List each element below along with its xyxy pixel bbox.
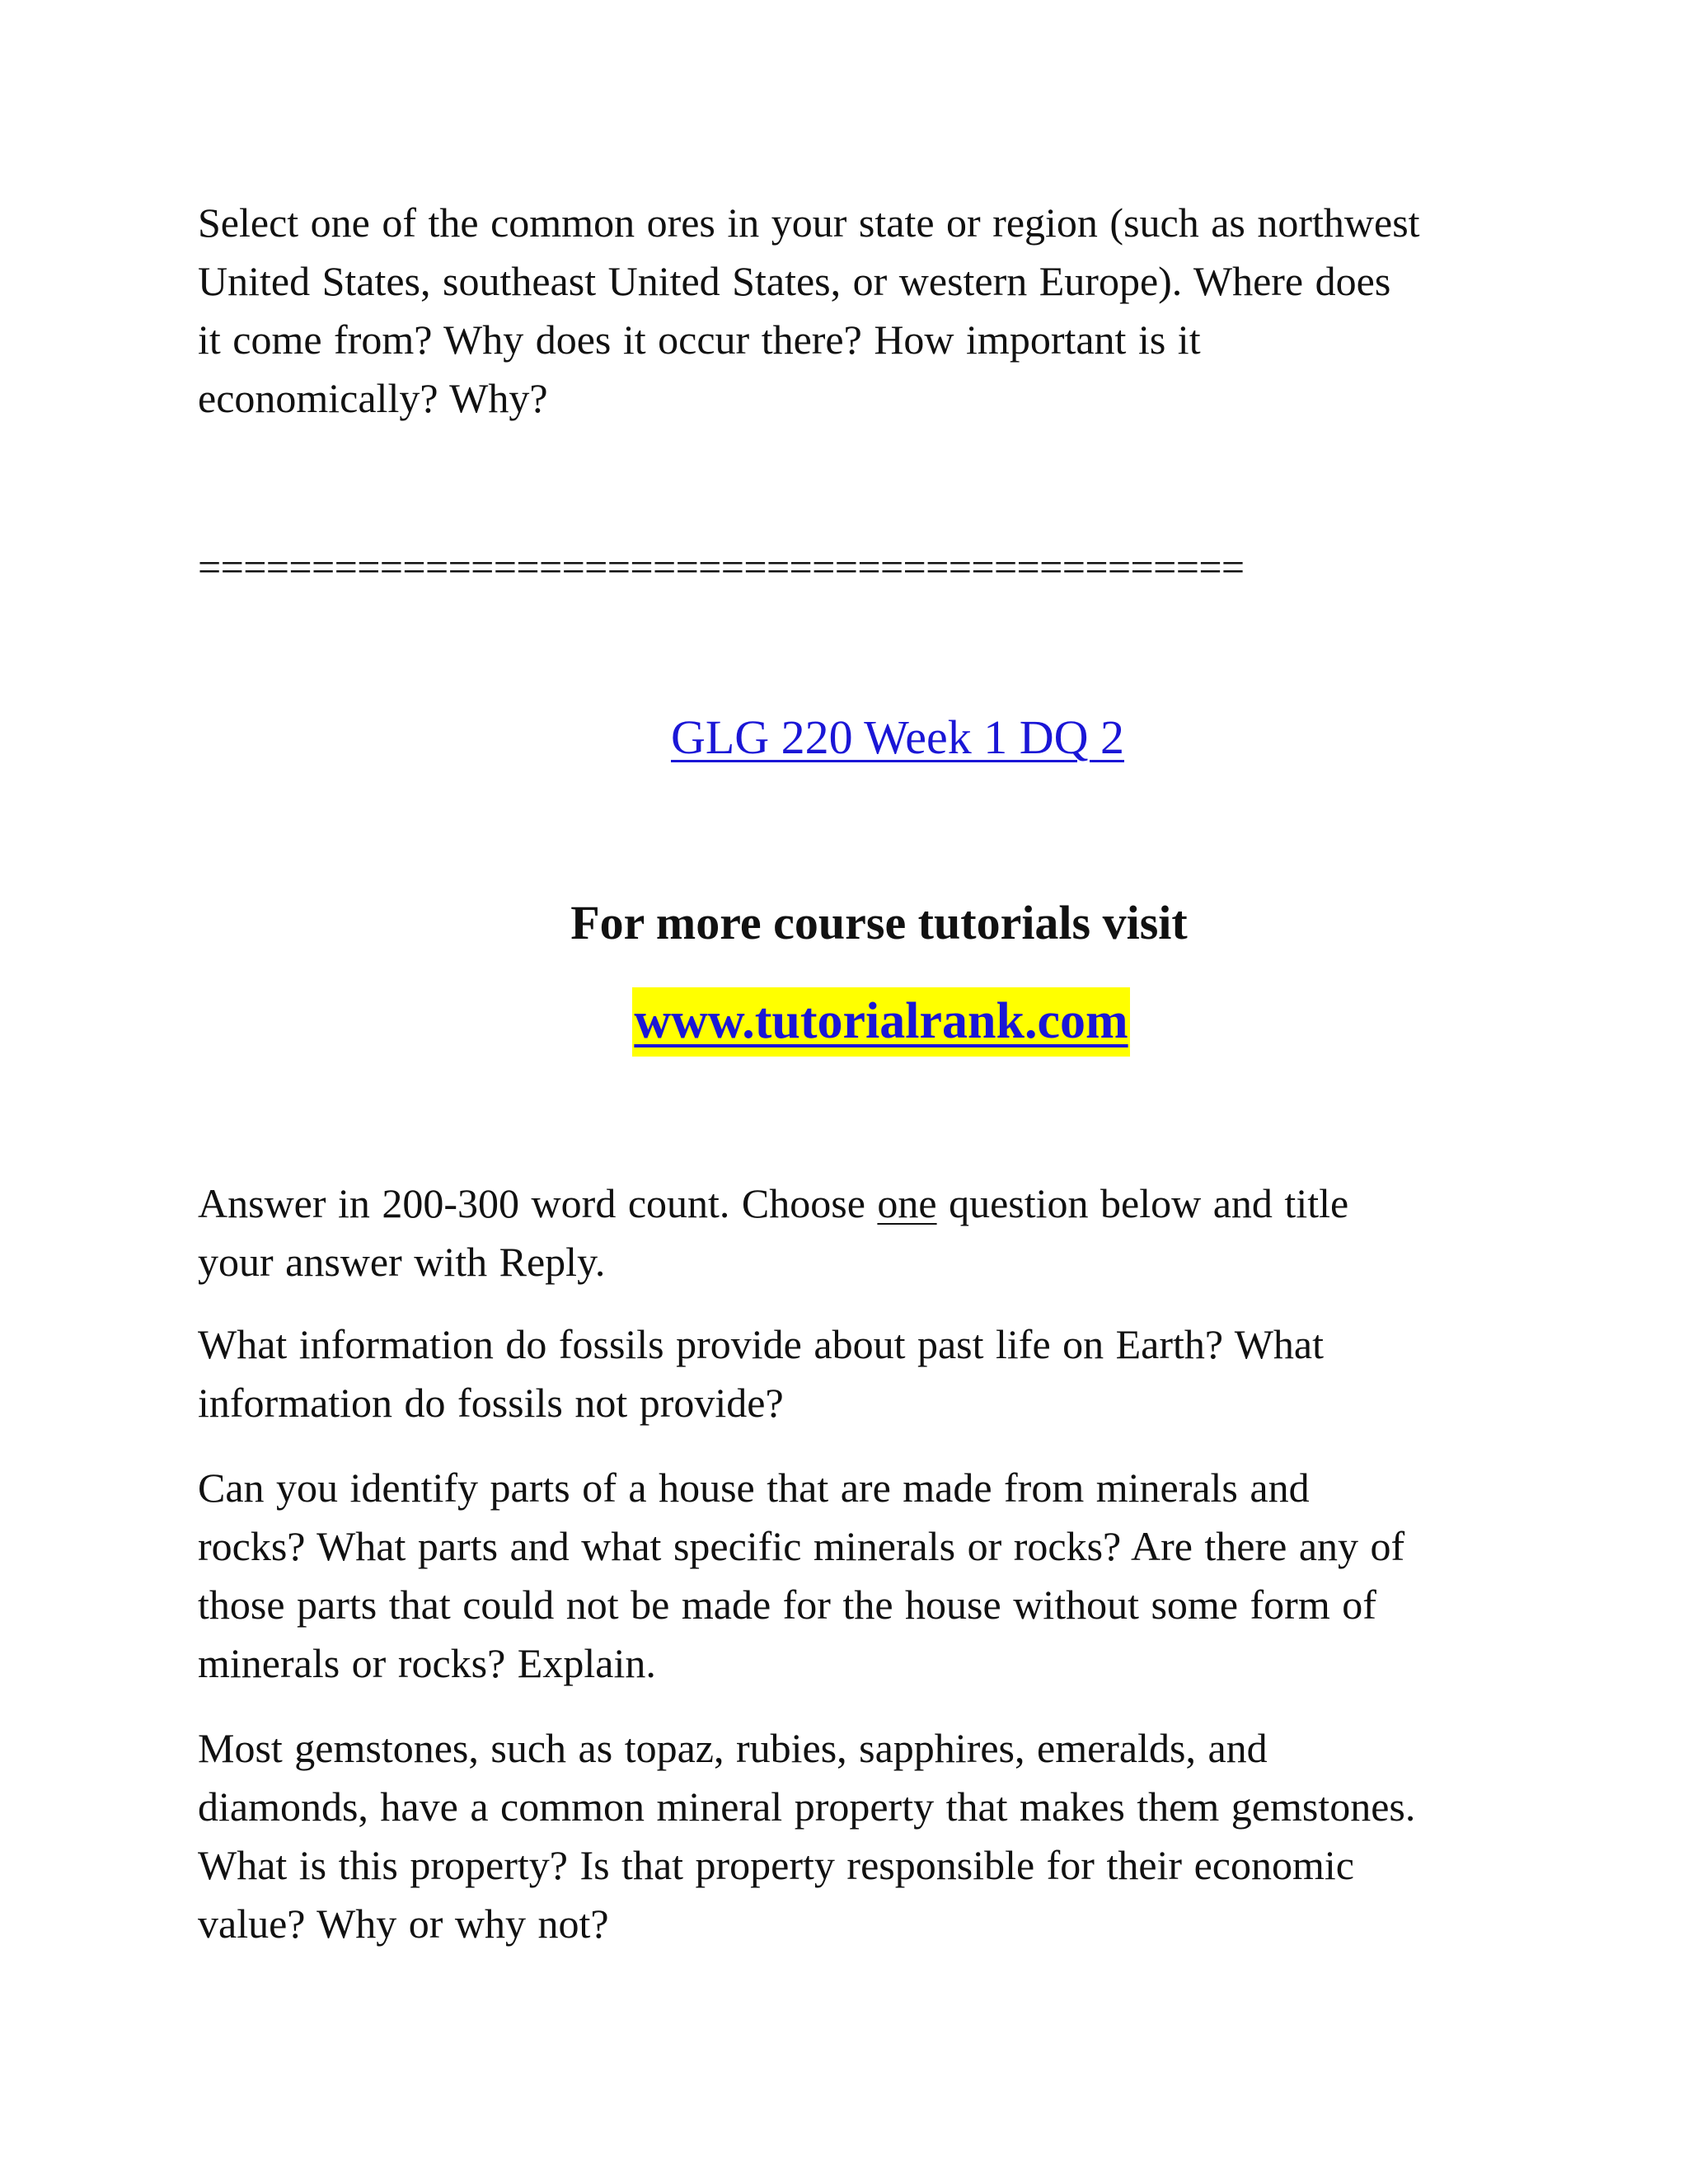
question-gemstones [198,1719,1484,1953]
text-line: minerals or rocks? Explain. [198,1640,656,1686]
text-line: information do fossils not provide? [198,1380,784,1426]
emphasis-word: one [877,1180,937,1226]
text-line: United States, southeast United States, or western Europe). Where does [198,258,1391,304]
text-line [198,1174,1484,1233]
text-line: diamonds, have a common mineral property that makes them gemstones. [198,1783,1416,1830]
instructions-text: Answer in 200-300 word count. Choose [198,1180,878,1226]
question-house-minerals [198,1459,1484,1693]
site-link[interactable]: www.tutorialrank.com [632,987,1129,1057]
text-line: value? Why or why not? [198,1900,609,1947]
instructions-paragraph [198,1174,1484,1291]
text-line: it come from? Why does it occur there? How important is it [198,316,1201,363]
intro-question-paragraph [198,194,1484,428]
course-link-container [0,709,1688,766]
text-line: rocks? What parts and what specific minerals or rocks? Are there any of [198,1523,1405,1569]
promo-text: For more course tutorials visit [570,896,1188,949]
text-line: Most gemstones, such as topaz, rubies, sapphires, emeralds, and [198,1725,1268,1771]
text-line: your answer with Reply. [198,1239,606,1285]
text-line: those parts that could not be made for the house without some form of [198,1582,1376,1628]
text-line: Can you identify parts of a house that are made from minerals and [198,1465,1310,1511]
instructions-text: question below and title [936,1180,1349,1226]
text-line: Select one of the common ores in your state or region (such as northwest [198,199,1420,246]
text-line: economically? Why? [198,375,548,421]
course-title-link[interactable]: GLG 220 Week 1 DQ 2 [670,710,1124,764]
divider-line: ============================================== [198,544,1245,590]
question-fossils [198,1315,1484,1432]
site-link-container [0,987,1688,1057]
text-line: What is this property? Is that property responsible for their economic [198,1842,1354,1888]
text-line: What information do fossils provide about past life on Earth? What [198,1321,1324,1367]
promo-heading [0,894,1688,952]
